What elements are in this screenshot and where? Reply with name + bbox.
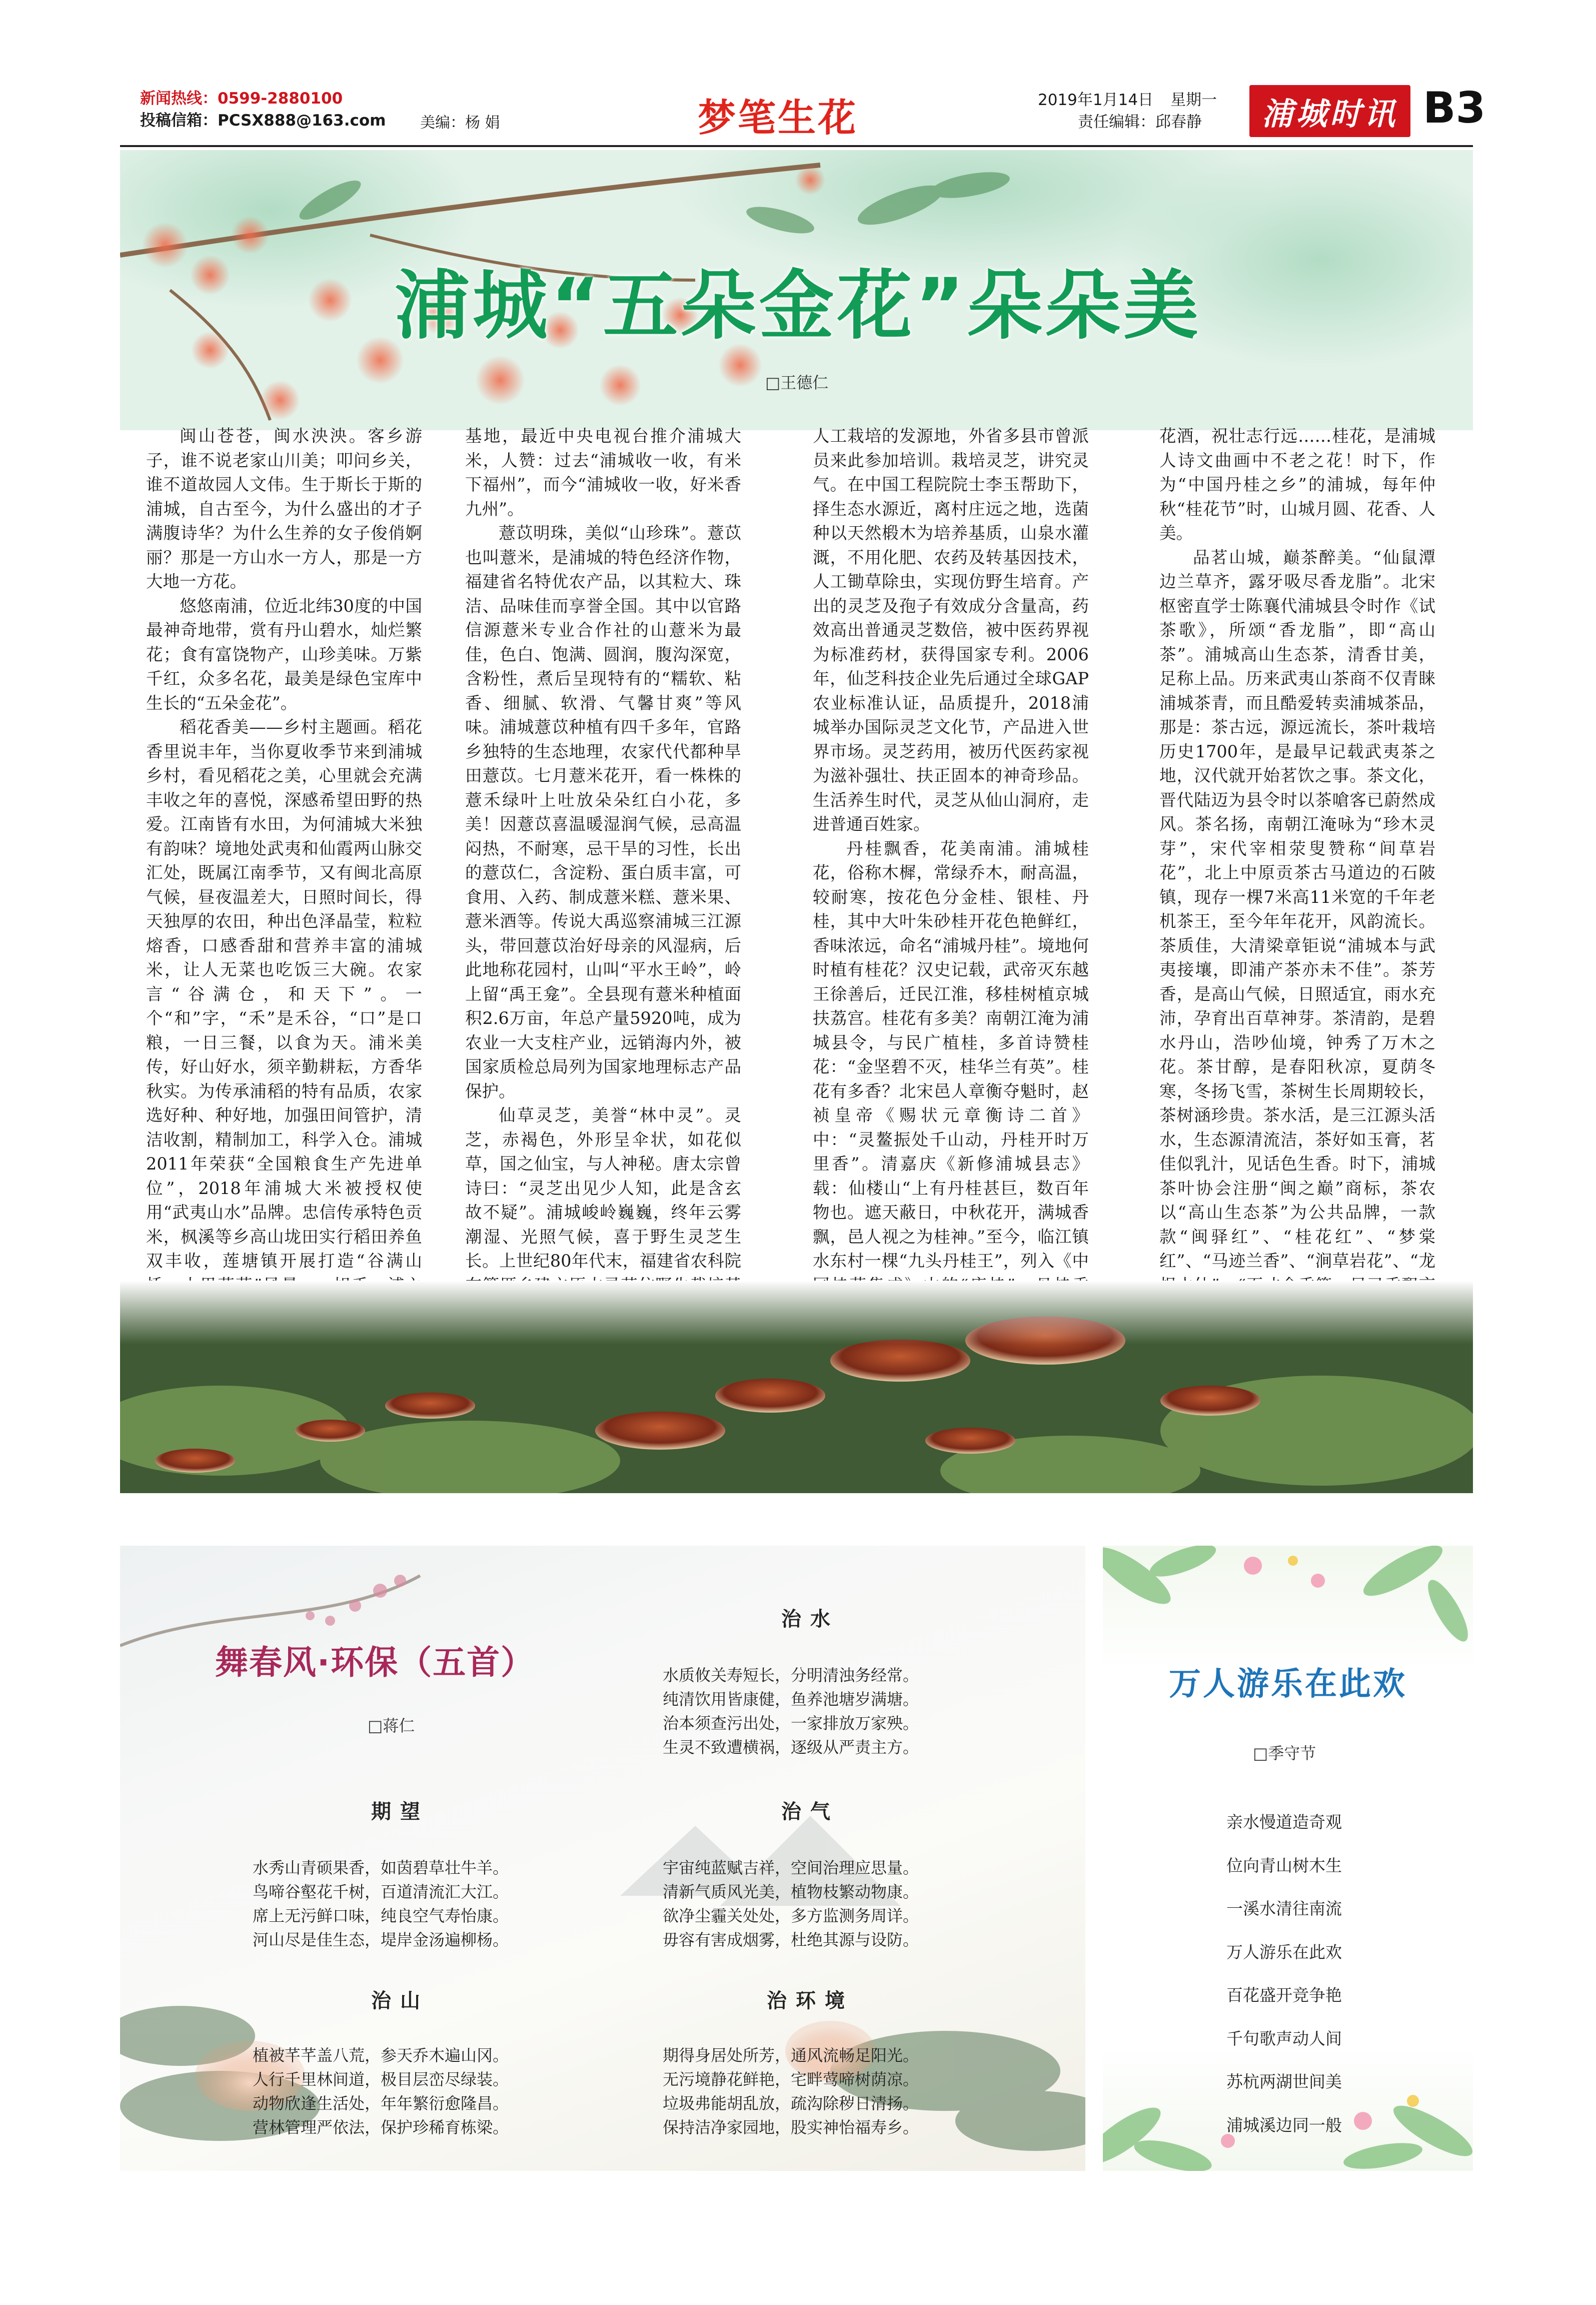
poem-line: 清新气质风光美，植物枝繁动物康。	[663, 1882, 919, 1901]
poem-line: 治本须查污出处，一家排放万家殃。	[663, 1714, 919, 1733]
side-poem-byline: □季守节	[1253, 1744, 1316, 1763]
article-paragraph: 仙草灵芝，美誉“林中灵”。灵芝，赤褐色，外形呈伞状，如花似草，国之仙宝，与人神秘。唐太宗曾诗曰：“灵芝出见少人知，此是含玄故不疑”。浦城峻岭巍巍，终年云雾潮湿、光照气候，喜于野生灵芝生长。上世纪80年代末，福建省农科院	[465, 1105, 741, 1271]
poem-line: 植被芊芊盖八荒，参天乔木遍山冈。	[253, 2046, 509, 2065]
section-title: 梦笔生花	[698, 96, 858, 140]
side-poem-body	[1226, 1801, 1342, 2147]
poem-body-zhishan	[253, 2043, 509, 2139]
masthead-contact	[140, 88, 386, 132]
article-paragraph: 花酒，祝壮志行远……桂花，是浦城人诗文曲画中不老之花！时下，作为“中国丹桂之乡”的浦城，每年仲秋“桂花节”时，山城月圆、花香、人美。	[1159, 426, 1435, 543]
poem-title-zhishui: 治水	[781, 1608, 839, 1631]
art-editor: 美编：杨 娟	[420, 114, 500, 132]
article-paragraph: 薏苡明珠，美似“山珍珠”。薏苡也叫薏米，是浦城的特色经济作物，福建省名特优农产品，以其粒大、珠洁、品味佳而享誉全国。其中以官路信源薏米专业合作社的山薏米为最佳，色白、饱满、圆润，腹沟深宽，含粉性，煮后呈现特有的“糯软、粘香、细腻、软滑、气馨甘爽”等风味。浦城薏苡种植有四千多年，官路乡独特的生态地理，农家代代都种旱田薏苡。七月薏米花开，看一株株的薏禾绿叶上吐放朵朵红白小花，多美！因薏苡喜温暖湿润气候，忌高温闷热，不耐寒，忌干旱的习性，长出的薏苡仁，含淀粉、蛋白质丰富，可食用、入药、制成薏米糕、薏米果、薏米酒等。传说大禹巡察浦城三江源头，带回薏苡治好母亲的风湿病，后此地称花园村，山叫“平水王岭”，岭上留“禹王龛”。全县现有薏米种植面积2.6万亩，年总产量5920吨，成为农业一大支柱产业，远销海内外，被国家质检总局列为国家地理标志产品保护。	[465, 523, 741, 1101]
poem-line: 纯清饮用皆康健，鱼养池塘岁满塘。	[663, 1690, 919, 1709]
side-poem-title: 万人游乐在此欢	[1169, 1666, 1407, 1703]
side-poem-line: 位向青山树木生	[1226, 1855, 1342, 1875]
article-byline: □王德仁	[765, 373, 829, 392]
issue-weekday: 星期一	[1170, 91, 1217, 109]
poem-line: 生灵不致遭横祸，逐级从严责主方。	[663, 1738, 919, 1757]
hotline-label: 新闻热线：	[140, 90, 218, 108]
article-column-4	[1159, 424, 1435, 1371]
article-paragraph: 基地，最近中央电视台推介浦城大米，人赞：过去“浦城收一收，有米下福州”，而今“浦城收一收，好米香九州”。	[465, 426, 741, 519]
masthead-meta	[1038, 89, 1234, 133]
side-poem-line: 亲水慢道造奇观	[1226, 1812, 1342, 1832]
article-column-2	[465, 424, 741, 1395]
side-poem-line: 一溪水清往南流	[1226, 1899, 1342, 1918]
paper-logo: 浦城时讯	[1249, 85, 1410, 137]
poem-line: 河山尽是佳生态，堤岸金汤遍柳杨。	[253, 1930, 509, 1949]
article-column-3	[813, 424, 1089, 1395]
poem-line: 垃圾弗能胡乱放，疏沟除秽日清扬。	[663, 2094, 919, 2113]
poem-line: 欲净尘霾关处处，多方监测务周详。	[663, 1906, 919, 1925]
page-number: B3	[1423, 83, 1486, 133]
hotline-line	[140, 88, 386, 110]
side-poem-line: 百花盛开竞争艳	[1226, 1985, 1342, 2005]
email-line	[140, 110, 386, 132]
article-paragraph: 丹桂飘香，花美南浦。浦城桂花，俗称木樨，常绿乔木，耐高温，较耐寒，按花色分金桂、银桂、丹桂，其中大叶朱砂桂开花色艳鲜红，香味浓远，命名“浦城丹桂”。境地何时植有桂花？汉史记载，武帝灭东越王徐善后，迁民江淮，移桂树植京城扶荔宫。桂花有多美？南朝江淹为浦城县令，与民广植桂，多首诗赞桂花：“金坚碧不灭，桂华兰有英”。桂花有多香？北宋邑人章衡夺魁时，赵祯皇帝《赐状元章衡诗二首》中：“灵鳌振处千山动，丹桂开时万里香”。清嘉庆《新修浦城县志》载：仙楼山“上有丹桂甚巨，数百年物也。遮天蔽日，中秋花开，满城香飘，邑人视之为桂神。”至今，临江镇水东村一棵“九头丹桂王”，列入《中	[813, 838, 1089, 1271]
poem-series-title: 舞春风·环保（五首）	[215, 1643, 535, 1682]
article-column-1	[146, 424, 422, 1395]
header-rule	[120, 145, 1473, 147]
side-poem-line: 浦城溪边同一般	[1226, 2115, 1342, 2135]
poem-body-zhishui	[663, 1663, 919, 1759]
poem-title-zhiqi: 治气	[781, 1800, 839, 1823]
poem-title-zhishan: 治山	[371, 1989, 429, 2012]
poem-line: 动物欣逢生活处，年年繁衍愈隆昌。	[253, 2094, 509, 2113]
lingzhi-mushroom-photo	[120, 1281, 1473, 1493]
poem-line: 保持洁净家园地，股实神怡福寿乡。	[663, 2118, 919, 2137]
side-poem-line: 万人游乐在此欢	[1226, 1942, 1342, 1962]
poem-line: 期得身居处所芳，通风流畅足阳光。	[663, 2046, 919, 2065]
article-headline: 浦城“五朵金花”朵朵美	[394, 263, 1202, 350]
hotline-number: 0599-2880100	[218, 90, 343, 108]
email-address[interactable]: PCSX888@163.com	[218, 112, 386, 130]
poem-title-zhihuanjing: 治环境	[767, 1989, 854, 2012]
poem-line: 人行千里林间道，极目层峦尽绿装。	[253, 2070, 509, 2089]
poem-line: 毋容有害成烟雾，杜绝其源与设防。	[663, 1930, 919, 1949]
article-paragraph: 品茗山城，巅茶醉美。“仙鼠潭边兰草齐，露牙吸尽香龙脂”。北宋枢密直学士陈襄代浦城县令时作《试茶歌》，所颂“香龙脂”，即“高山茶”。浦城高山生态茶，清香甘美，足称上品。历来武夷山茶商不仅青睐浦城茶青，而且酷爱转卖浦城茶品，那是：茶古远，源远流长，茶叶栽培历史1700年，是最早记载武夷茶之地，汉代就开始茗饮之事。茶文化，晋代陆迈为县令时以茶嗆客已蔚然成风。茶名扬，南朝江淹咏为“珍木灵芽”，宋代宰相荥叟赞称“间草岩花”，北上中原贡茶古马道边的石陂镇，现存一棵7米高11米宽的千年老机茶王，至今年年花开，风韵流长。茶质佳，大清梁章钜说“浦城本与武夷接壤，即浦产茶亦未不佳”。茶芳香，是高山气候，日照适宜，雨水充沛，孕育出百草神芽。茶清韵，是碧水丹山，浩吵仙境，钟秀了万木之花。茶甘醇，是春阳秋凉，夏荫冬寒，冬扬飞雪，茶树生长周期较长，茶树涵珍贵。茶水活，是三江源头活水，生态源清流洁，茶好如玉膏，茗佳似乳汁，见话色生香。时下，浦城茶叶协会注册“闽之巅”商标，茶农以“高山生态茶”为公共品牌，一款款“闽驿红”、“桂花红”、“梦棠红”、“马迹兰香”、“涧草岩花”、“龙	[1159, 547, 1435, 1271]
poem-line: 水质攸关寿短长，分明清浊务经常。	[663, 1666, 919, 1685]
side-poem-line: 千句歌声动人间	[1226, 2028, 1342, 2048]
side-poem-line: 苏杭两湖世间美	[1226, 2072, 1342, 2091]
poem-body-zhihuanjing	[663, 2043, 919, 2139]
poem-line: 宇宙纯蓝赋吉祥，空间治理应思量。	[663, 1858, 919, 1877]
poem-line: 席上无污鲜口味，纯良空气寿怡康。	[253, 1906, 509, 1925]
article-paragraph: 悠悠南浦，位近北纬30度的中国最神奇地带，赏有丹山碧水，灿烂繁花；食有富饶物产，山珍美味。万紫千红，众多名花，最美是绿色宝库中生长的“五朵金花”。	[146, 596, 422, 713]
responsible-editor: 责任编辑：邱春静	[1078, 113, 1202, 131]
issue-date: 2019年1月14日	[1038, 91, 1154, 109]
poem-series-byline: □蒋仁	[368, 1716, 415, 1735]
article-paragraph: 人工栽培的发源地，外省多县市曾派员来此参加培训。栽培灵芝，讲究灵气。在中国工程院院士李玉帮助下，择生态水源近，离村庄远之地，选菌种以天然椴木为培养基质，山泉水灌溉，不用化肥、农药及转基因技术，人工锄草除虫，实现仿野生培育。产出的灵芝及孢子有效成分含量高，药效高出普通灵芝数倍，被中医药界视为标准药材，获得国家专利。2006年，仙芝科技企业先后通过全球GAP农业标准认证，品质提升，2018浦城举办国际灵芝文化节，产品进入世界市场。灵芝药用，被历代医药家视为滋补强壮、扶正固本的神奇珍品。生活养生时代，灵芝从仙山洞府，走进普通百姓家。	[813, 426, 1089, 834]
poem-line: 鸟啼谷壑花千树，百道清流汇大江。	[253, 1882, 509, 1901]
article-paragraph: 稻花香美——乡村主题画。稻花香里说丰年，当你夏收季节来到浦城乡村，看见稻花之美，心里就会充满丰收之年的喜悦，深感希望田野的热爱。江南皆有水田，为何浦城大米独有韵味？境地处武夷和仙霞两山脉交汇处，既属江南季节，又有闽北高原气候，昼夜温差大，日照时间长，得天独厚的农田，种出色泽晶莹，粒粒熔香，口感香甜和营养丰富的浦城米，让人无菜也吃饭三大碗。农家言“谷满仓，和天下”。一个“和”字，“禾”是禾谷，“口”是口粮，一日三餐，以食为天。浦米美传，好山好水，须辛勤耕耘，方香华秋实。为传承浦稻的特有品质，农家选好种、种好地，加强田间管护，清洁收割，精制加工，科学入仓。浦城2011年荣获“全国粮食生产先进单位”，2018年浦城大米被授权使用“武夷山水”品牌。忠信传承特色贡米，枫溪等乡高山垅田实行稻田养鱼双丰收，莲塘镇开展打造“谷满山	[146, 717, 422, 1271]
poem-body-qiwang	[253, 1856, 509, 1952]
poem-line: 水秀山青硕果香，如茵碧草壮牛羊。	[253, 1858, 509, 1877]
poem-body-zhiqi	[663, 1856, 919, 1952]
poem-title-qiwang: 期望	[371, 1800, 429, 1823]
poem-line: 无污境静花鲜艳，宅畔莺啼树荫凉。	[663, 2070, 919, 2089]
email-label: 投稿信箱：	[140, 112, 218, 130]
poem-line: 营林管理严依法，保护珍稀育栋梁。	[253, 2118, 509, 2137]
article-paragraph: 闽山苍苍，闽水泱泱。客乡游子，谁不说老家山川美；叩问乡关，谁不道故园人文伟。生于斯长于斯的浦城，自古至今，为什么盛出的才子满腹诗华？为什么生养的女子俊俏婀丽？那是一方山水一方人，那是一方大地一方花。	[146, 426, 422, 591]
